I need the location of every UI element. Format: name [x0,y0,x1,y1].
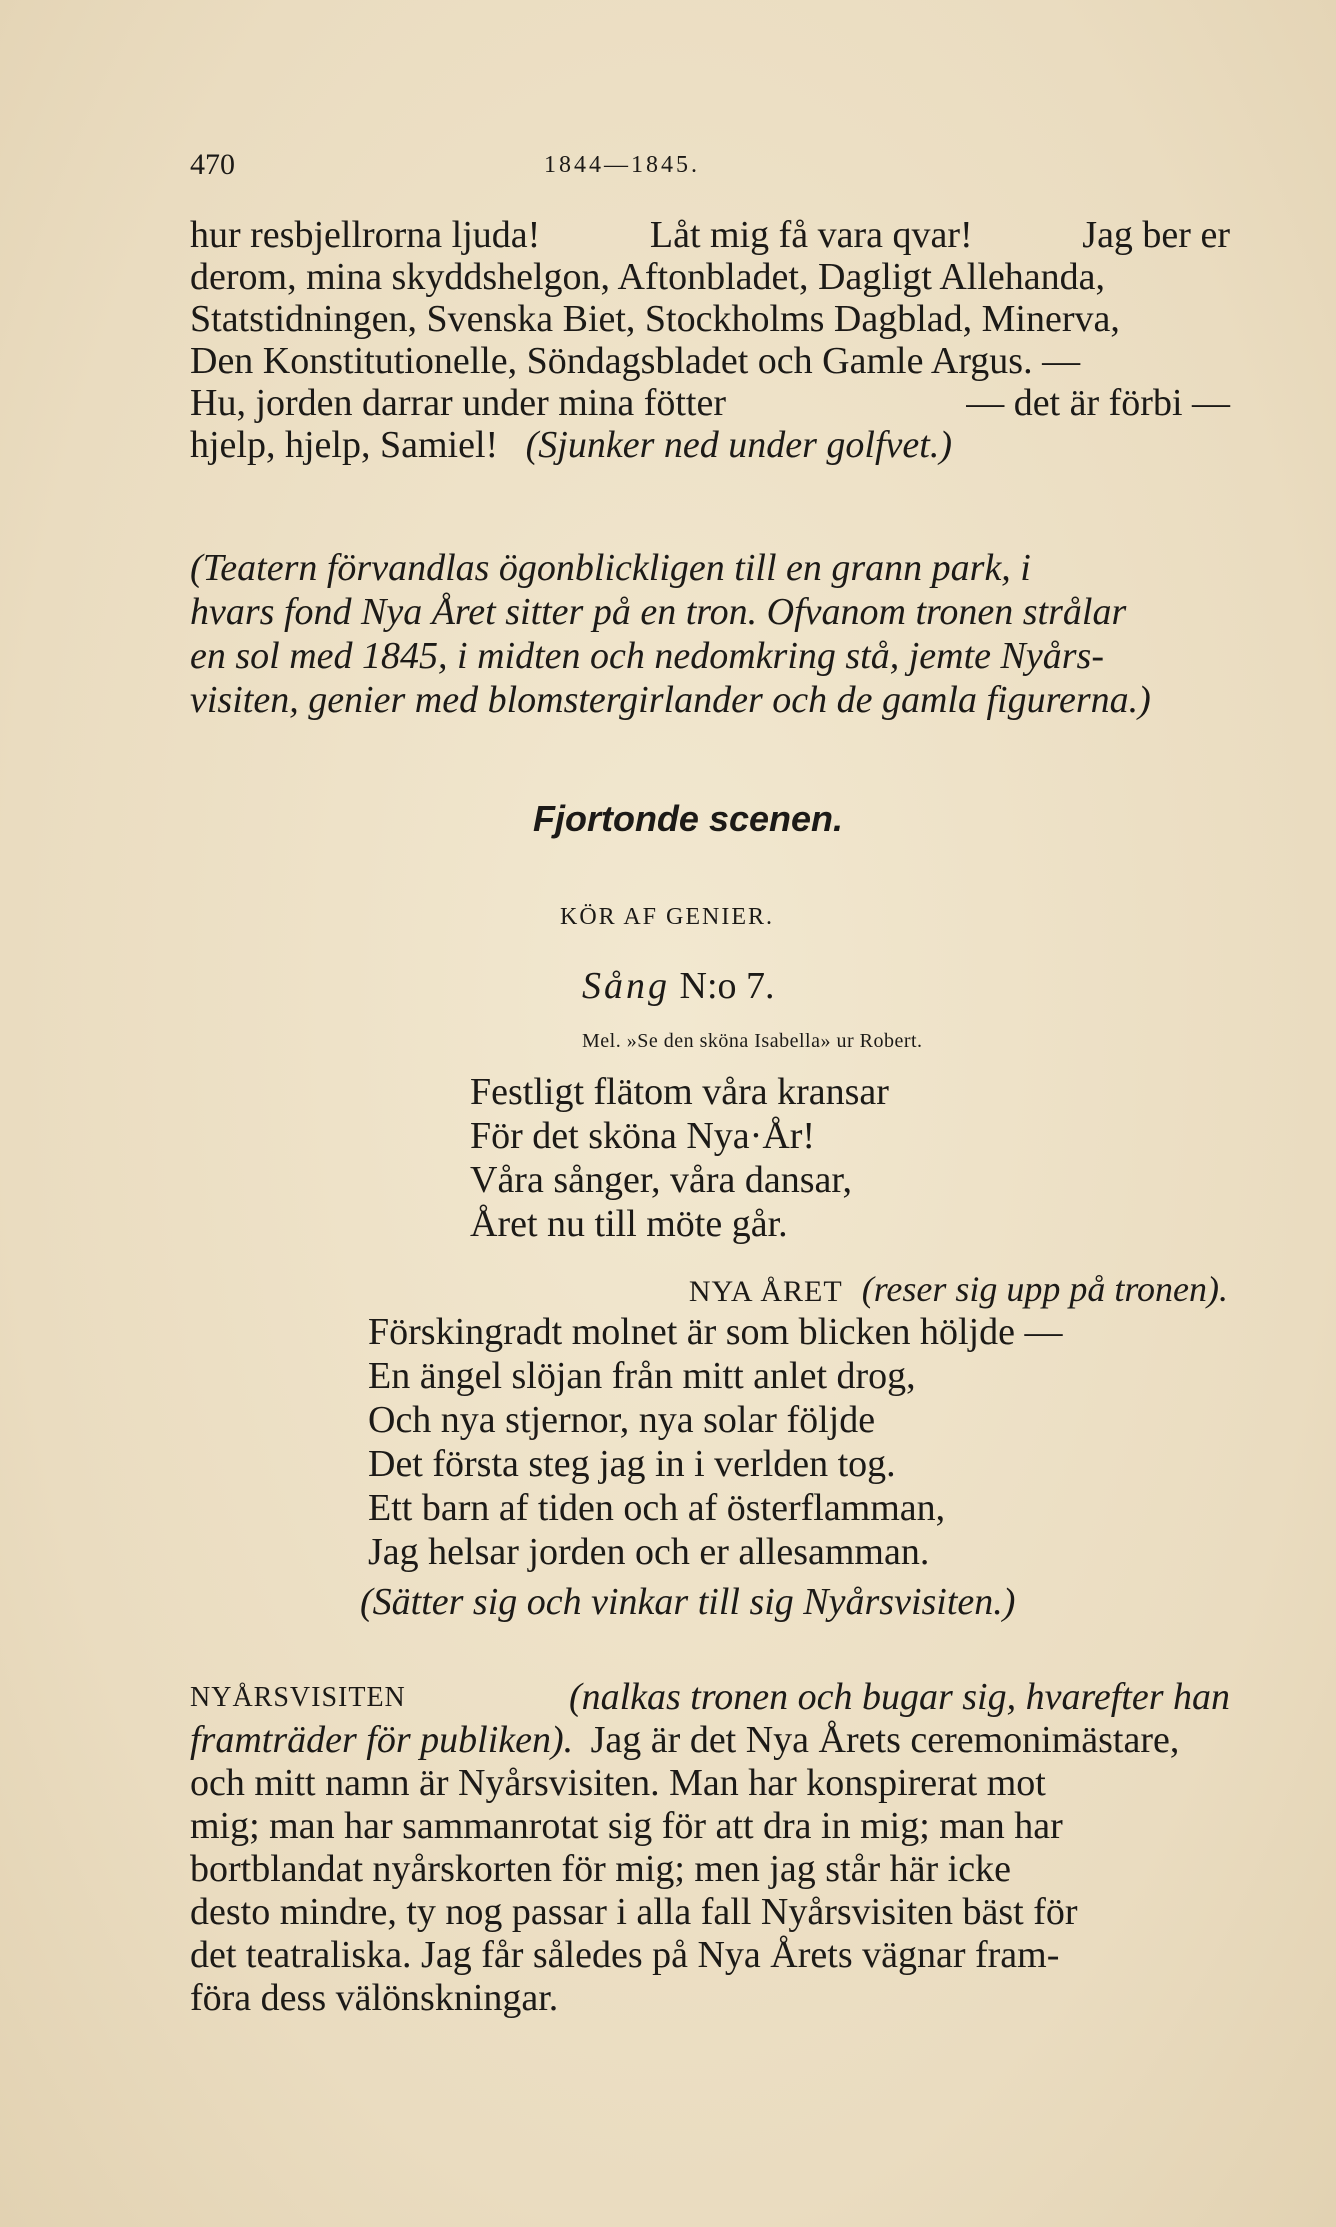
text-line: en sol med 1845, i midten och nedomkring stå, jemte Nyårs- [190,635,1104,677]
stage-direction [190,546,1230,722]
text-line: bortblandat nyårskorten för mig; men jag står här icke [190,1848,1011,1890]
poem-line: Och nya stjernor, nya solar följde [368,1399,876,1441]
speaker-line [622,1268,1228,1310]
nyarsvisiten-speech [190,1676,1230,2020]
verse-line: För det sköna Nya·År! [470,1115,816,1157]
text-line: mig; man har sammanrotat sig för att dra in mig; man har [190,1805,1063,1847]
stage-direction: (Sätter sig och vinkar till sig Nyårsvisiten.) [360,1581,1016,1623]
stage-direction-inline: (Sjunker ned under golfvet.) [525,424,952,466]
poem-line: Ett barn af tiden och af österflamman, [368,1487,946,1529]
poem [368,1310,1062,1574]
text-line: hvars fond Nya Året sitter på en tron. Ofvanom tronen strålar [190,591,1127,633]
text-line: Statstidningen, Svenska Biet, Stockholms Dagblad, Minerva, [190,298,1120,340]
text-line: desto mindre, ty nog passar i alla fall Nyårsvisiten bäst för [190,1891,1078,1933]
poem-line: Det första steg jag in i verlden tog. [368,1443,896,1485]
verse-line: Festligt flätom våra kransar [470,1071,889,1113]
verse-line: Våra sånger, våra dansar, [470,1159,853,1201]
speaker-direction: (nalkas tronen och bugar sig, hvarefter han [568,1676,1230,1718]
text-line: Den Konstitutionelle, Söndagsbladet och Gamle Argus. — [190,340,1081,382]
running-head-years: 1844—1845. [544,152,700,178]
text-line: hjelp, hjelp, Samiel! (Sjunker ned under golfvet.) [190,424,952,466]
text-line [190,1676,1230,1719]
prose-paragraph [190,214,1230,466]
text-line: Hu, jorden darrar under mina fötter — det är förbi — [190,382,1230,424]
verse-line: Året nu till möte går. [470,1203,788,1245]
text-line: föra dess välönskningar. [190,1977,559,2019]
text-line: (Teatern förvandlas ögonblickligen till en grann park, i [190,547,1031,589]
speaker-name: NYÅRSVISITEN [190,1682,406,1713]
poem-line: En ängel slöjan från mitt anlet drog, [368,1355,916,1397]
text-line: derom, mina skyddshelgon, Aftonbladet, Dagligt Allehanda, [190,256,1106,298]
page-header [190,148,1230,188]
speaker-name: NYA ÅRET [688,1275,843,1308]
song-verse [470,1070,889,1246]
page-number: 470 [190,148,235,181]
text-line: framträder för publiken). Jag är det Nya Årets ceremonimästare, [190,1719,1180,1761]
text-line: hur resbjellrorna ljuda! Låt mig få vara qvar! Jag ber er [190,214,1230,256]
melody-note: Mel. »Se den sköna Isabella» ur Robert. [582,1030,923,1052]
text-line: och mitt namn är Nyårsvisiten. Man har konspirerat mot [190,1762,1046,1804]
poem-line: Jag helsar jorden och er allesamman. [368,1531,930,1573]
speaker-direction: framträder för publiken). [190,1719,574,1761]
text-line: det teatraliska. Jag får således på Nya Årets vägnar fram- [190,1934,1060,1976]
poem-line: Förskingradt molnet är som blicken höljde — [368,1311,1063,1353]
chorus-label: KÖR AF GENIER. [560,904,775,930]
speaker-direction: (reser sig upp på tronen). [861,1269,1228,1309]
text-line: visiten, genier med blomstergirlander och de gamla figurerna.) [190,679,1151,721]
scene-heading: Fjortonde scenen. [532,798,844,839]
song-number: Sång N:o 7. [582,965,775,1007]
